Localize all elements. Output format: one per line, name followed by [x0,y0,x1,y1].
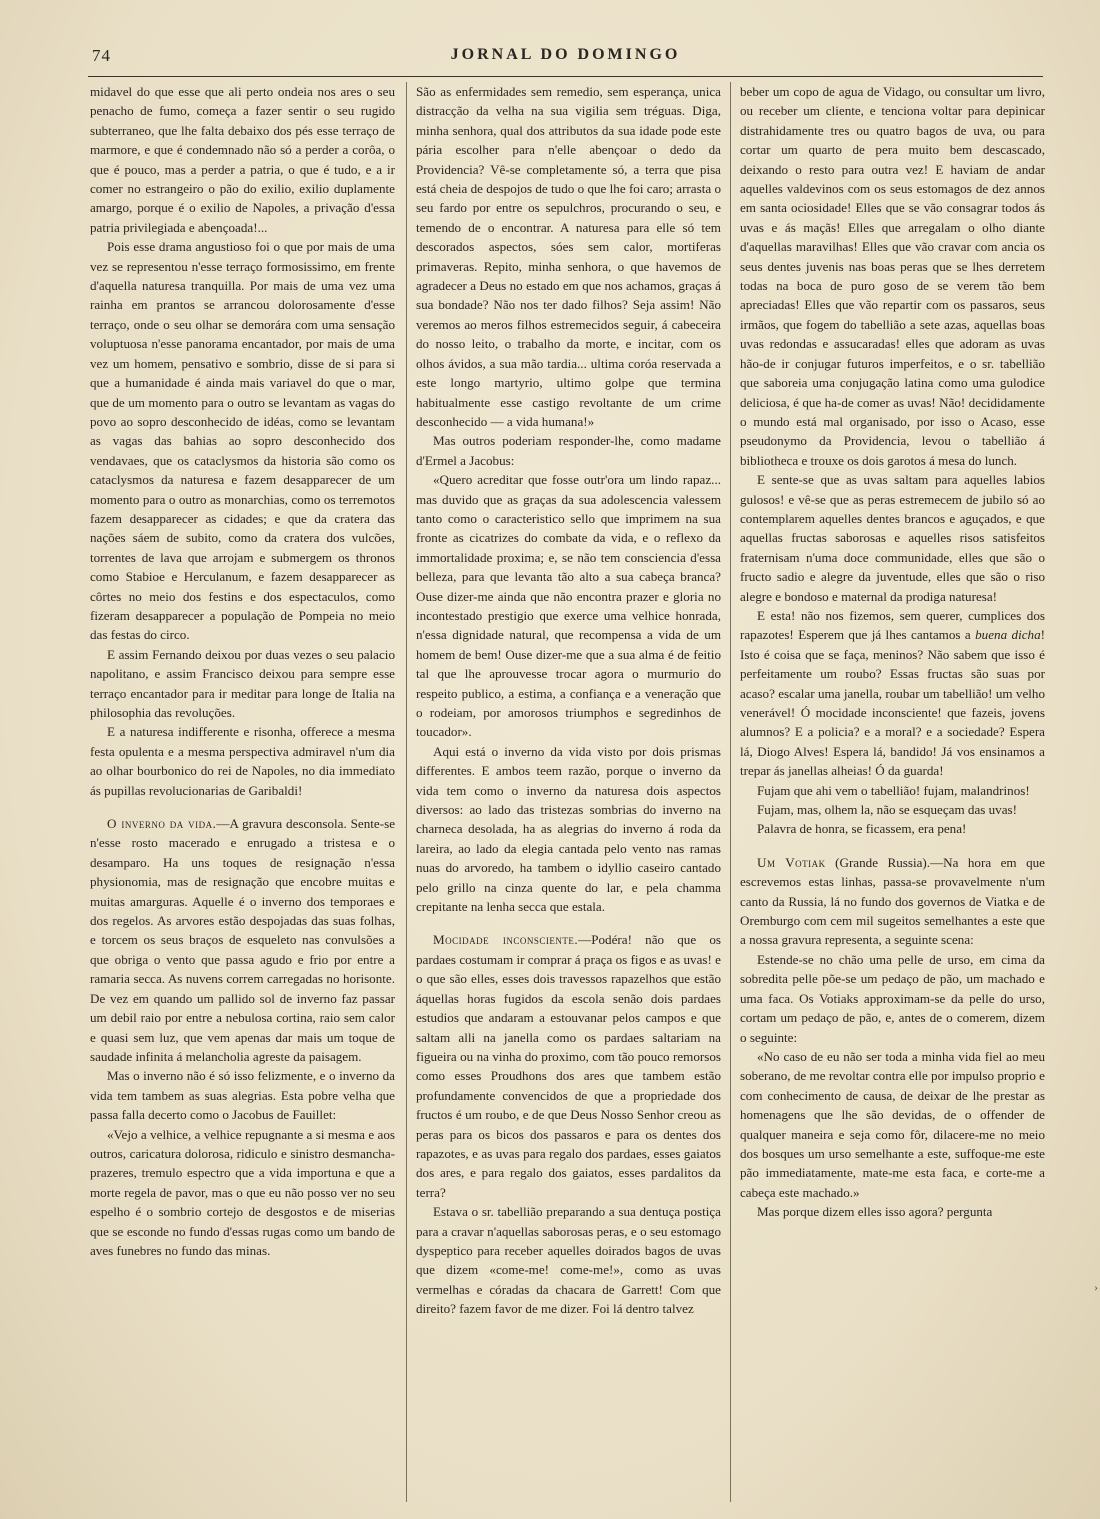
section-text: —Podéra! não que os pardaes costumam ir comprar á praça os figos e as uvas! e o que são elles, esses dois travessos rapazelhos que estão áquellas horas fugidos da escola senão dois pardaes estudios que andaram a estouvanar pelos campos e que saltam alli na janella como os pardaes saltariam na figueira ou na vinha do proximo, com tão pouco remorsos como esses Proudhons dos ares que tambem estão profundamente convencidos de que a propriedade dos fructos é um roubo, e de que Deus Nosso Senhor creou as peras para os bicos dos passaros e para os dentes dos rapazotes, e as uvas para regalo dos pardaes, esses gaiatos dos ares, e para regalo dos gaiatos, esses pardalitos da terra? [416,932,721,1200]
margin-mark: › [1094,1280,1098,1294]
column-3 [740,82,1045,1502]
paragraph: Estava o sr. tabellião preparando a sua dentuça postiça para a cravar n'aquellas saborosas peras, e o seu estomago dyspeptico para receber aquelles doirados bagos de uvas que dizem «come-me! come-me!», como as uvas vermelhas e córadas da chacara de Garrett! Com que direito? fazem favor de me dizer. Foi lá dentro talvez [416,1204,721,1317]
quote-paragraph: «Quero acreditar que fosse outr'ora um lindo rapaz... mas duvido que as graças da sua adolescencia valessem tanto como o caracteristico sello que imprimem na sua fronte as cicatrizes do combate da vida, e o reflexo da immortalidade proxima; e, se não tem consciencia d'essa belleza, para que levanta tão alto a sua cabeça branca? Ouse dizer-me ainda que não encontra prazer e gloria no incontestado prestigio que exerce uma velhice honrada, n'essa dignidade natural, que recompensa a vida de um homem de bem! Ouse dizer-me que a sua alma é de feitio tal que lhe aprouvesse trocar agora o murmurio do respeito publico, a estima, a confiança e a veneração que o rodeiam, por amorosos triumphos e segredinhos de toucador». [416,472,721,740]
paragraph: Mas porque dizem elles isso agora? pergunta [757,1204,993,1220]
paragraph: Estende-se no chão uma pelle de urso, em cima da sobredita pelle põe-se um pedaço de pão, um machado e uma faca. Os Votiaks approximam-se da pelle do urso, cortam um pedaço de pão, e, antes de o comerem, dizem o seguinte: [740,951,1045,1045]
page-number: 74 [92,46,111,65]
italic-phrase: buena dicha [975,627,1041,643]
column-2 [416,82,721,1502]
paragraph [740,606,1045,781]
paragraph: São as enfermidades sem remedio, sem esperança, unica distracção da velha na sua vigilia sem tréguas. Diga, minha senhora, qual dos attributos da sua idade pode este pária escolher para n'elle abençoar o dedo da Providencia? Vê-se completamente só, a terra que pisa está cheia de despojos de tudo o que lhe foi caro; arrasta o seu fardo por entre os sepulchros, procurando o seu, e temendo de o encontrar. A naturesa para elle só tem descorados aspectos, sóes sem calor, mortiferas primaveras. Repito, minha senhora, o que havemos de agradecer a Deus no estado em que nos achamos, graças á sua bondade? Não nos ter dado filhos? Seja assim! Não veremos ao meros filhos estremecidos seguir, á cabeceira do nosso leito, o trabalho da morte, e incitar, com os olhos ávidos, a sua mão tardia... ultima coróa reservada a este longo martyrio, ultimo golpe que termina habitualmente esse castigo revoltante de um crime desconhecido — a vida humana!» [416,84,721,429]
header-rule [88,76,1043,77]
paragraph: Aqui está o inverno da vida visto por dois prismas differentes. E ambos teem razão, porque o inverno da vida tem como o inverno da naturesa dois aspectos diversos: ao lado das tristezas sombrias do inverno na charneca desolada, ha as alegrias do inverno á roda da lareira, ao lado da elegia cantada pelo vento nas ramas nuas do arvoredo, ha tambem o idyllio caseiro cantado pelo grillo na cinza quente do lar, e pela chamma crepitante na lenha secca que estala. [416,743,721,915]
section-text: (Grande Russia).—Na hora em que escrevemos estas linhas, passa-se provavelmente n'um canto da Russia, lá no fundo dos governos de Viatka e de Oremburgo com cem mil sugeitos semelhantes a este que a nossa gravura representa, a seguinte scena: [740,854,1045,948]
paragraph: Pois esse drama angustioso foi o que por mais de uma vez se representou n'esse terraço formosissimo, em frente d'aquella naturesa tranquilla. Por mais de uma vez uma rainha em prantos se arrancou dolorosamente d'esse terraço, onde o seu olhar se demorára com uma sensação voluptuosa n'esse panorama encantador, por mais de uma vez um homem, pensativo e sombrio, disse de si para si que a humanidade é ainda mais variavel do que o mar, que de um momento para o outro se levantam as vagas do povo ao sopro desconhecido de idéas, como se levantam as vagas das bahias ao sopro desconhecido dos vendavaes, que os cataclysmos da historia são como os cataclysmos da naturesa e fazem desapparecer de um momento para o outro as monarchias, como os terremotos fazem desapparecer as cidades; e que da cratera das nações sáem de subito, como da cratera dos vulcões, torrentes de lava que arrojam e submergem os thronos como Stabioe e Herculanum, e fazem desapparecer as côrtes no meio dos festins e dos espectaculos, como fizeram desapparecer a população de Pompeia no meio das festas do circo. [90,239,395,643]
paragraph: Mas outros poderiam responder-lhe, como madame d'Ermel a Jacobus: [416,433,721,468]
section-title: Mocidade inconsciente. [433,932,579,948]
section-title: O inverno da vida. [107,816,217,832]
paragraph: beber um copo de agua de Vidago, ou consultar um livro, ou receber um cliente, e tenciona voltar para depinicar distrahidamente tres ou quatro bagos de uva, ou para cortar um quarto de pera muito bem descascado, deixando o resto para outra vez! E haviam de andar aquelles valdevinos com os seus estomagos de dez annos em santa ociosidade! Elles que se vão consagrar todos ás uvas e ás maçãs! Elles que arregalam o olho diante d'aquellas maravilhas! Elles que vão cravar com ancia os seus dentes juvenis nas boas peras que se lhes derretem todas na boca de puro goso de se verem tão bem apreciadas! Elles que vão repartir com os passaros, seus irmãos, que fogem do tabellião a sete azas, aquellas boas uvas redondas e assucaradas! elles que adoram as uvas hão-de ir conjugar futuros imperfeitos, e o sr. tabellião que saboreia uma conjugação latina como uma gulodice deliciosa, é que ha-de comer as uvas! Não! decididamente o mundo está mal organisado, por isso o Acaso, esse pseudonymo da Providencia, levou o tabellião á bibliotheca e trouxe os dois garotos á mesa do lunch. [740,84,1045,468]
section-mocidade-inconsciente [416,930,721,1202]
section-title: Um Votiak [757,854,826,870]
paragraph: E a naturesa indifferente e risonha, offerece a mesma festa opulenta e a mesma perspectiva admiravel n'um dia ao olhar bourbonico do rei de Napoles, no dia immediato ás pupillas revolucionarias de Garibaldi! [90,724,395,798]
paragraph: midavel do que esse que ali perto ondeia nos ares o seu penacho de fumo, começa a fazer sentir o seu rugido subterraneo, que lhe falta debaixo dos pés esse terraço de marmore, e que é condemnado não só a perder a corôa, o que é pouco, mas a perder a patria, o que é tudo, e a ir comer no estrangeiro o pão do exilio, exilio duplamente amargo, porque é o exilio de Napoles, a privação d'essa patria privilegiada e abençoada!... [90,84,395,235]
text-run: E esta! não nos fizemos, sem querer, cumplices dos rapazotes! Esperem que já lhes cantamos a [740,607,1045,643]
text-run: ! Isto é coisa que se faça, meninos? Não sabem que isso é perfeitamente um roubo? Essas fructas são suas por acaso? escalar uma janella, roubar um tabellião! um velho venerável! Ó mocidade inconsciente! que fazeis, jovens alumnos? E a policia? e a moral? e a sociedade? Espera lá, Diogo Alves! Espera lá, bandido! Já vos ensinamos a trepar ás janellas alheias! Ó da guarda! [740,627,1045,779]
journal-title: JORNAL DO DOMINGO [450,46,681,63]
quote-paragraph: «Vejo a velhice, a velhice repugnante a si mesma e aos outros, caricatura dolorosa, ridiculo e sinistro desmancha-prazeres, tremulo espectro que a vida importuna e que a morte regela de pavor, mas o que eu não posso ver no seu espelho é o sombrio cortejo de desgostos e de miserias que se esconde no fundo d'essas rugas como um bando de aves funebres no fundo das minas. [90,1126,395,1258]
section-inverno-da-vida [90,814,395,1066]
paragraph: Mas o inverno não é só isso felizmente, e o inverno da vida tem tambem as suas alegrias. Esta pobre velha que passa falla decerto como o Jacobus de Fauillet: [90,1068,395,1123]
paragraph: Fujam que ahi vem o tabellião! fujam, malandrinos! [757,782,1030,798]
quote-paragraph: «No caso de eu não ser toda a minha vida fiel ao meu soberano, de me revoltar contra elle por impulso proprio e com conhecimento de causa, de deixar de lhe prestar as homenagens que lhe são devidas, de o offender de qualquer maneira e seja como fôr, dilacere-me no meio dos bosques um urso semelhante a este, suffoque-me este pão immediatamente, mate-me esta faca, e corte-me a cabeça este machado.» [740,1048,1045,1200]
page-header [88,44,1043,74]
paragraph: E sente-se que as uvas saltam para aquelles labios gulosos! e vê-se que as peras estremecem de jubilo só ao contemplarem aquelles dentes brancos e aguçados, e que aquellas fructas saborosas e aquelles risos satisfeitos fraternisam n'uma doce communidade, elles que são o fructo sadio e alegre da juventude, elles que são o riso alegre e bondoso e maternal da prodiga naturesa! [740,472,1045,604]
paragraph: Fujam, mas, olhem la, não se esqueçam das uvas! [757,802,1017,818]
column-1 [90,82,395,1502]
column-divider [406,82,407,1502]
paragraph: E assim Fernando deixou por duas vezes o seu palacio napolitano, e assim Francisco deixou para sempre esse terraço encantador para ir meditar para longe de Italia na philosophia das revoluções. [90,646,395,720]
section-text: —A gravura desconsola. Sente-se n'esse rosto macerado e enrugado a tristesa e o desamparo. Ha uns toques de resignação n'essa physionomia, mas de resignação que encobre muitas e muitas amarguras. Aquelle é o inverno dos temporaes e dos regelos. As arvores estão despojadas das suas folhas, e torcem os seus braços de esqueleto nas convulsões a que obriga o vento que passa agudo e frio por entre a ramaria secca. As nuvens correm carregadas no horisonte. De vez em quando um pallido sol de inverno faz passar um debil raio por entre a nebulosa cortina, raio sem calor e quasi sem luz, que vem apenas dar mais um toque de saudade infinita á melancholia agreste da paisagem. [90,816,395,1064]
section-um-votiak [740,853,1045,950]
paragraph: Palavra de honra, se ficassem, era pena! [757,821,967,837]
column-divider [730,82,731,1502]
